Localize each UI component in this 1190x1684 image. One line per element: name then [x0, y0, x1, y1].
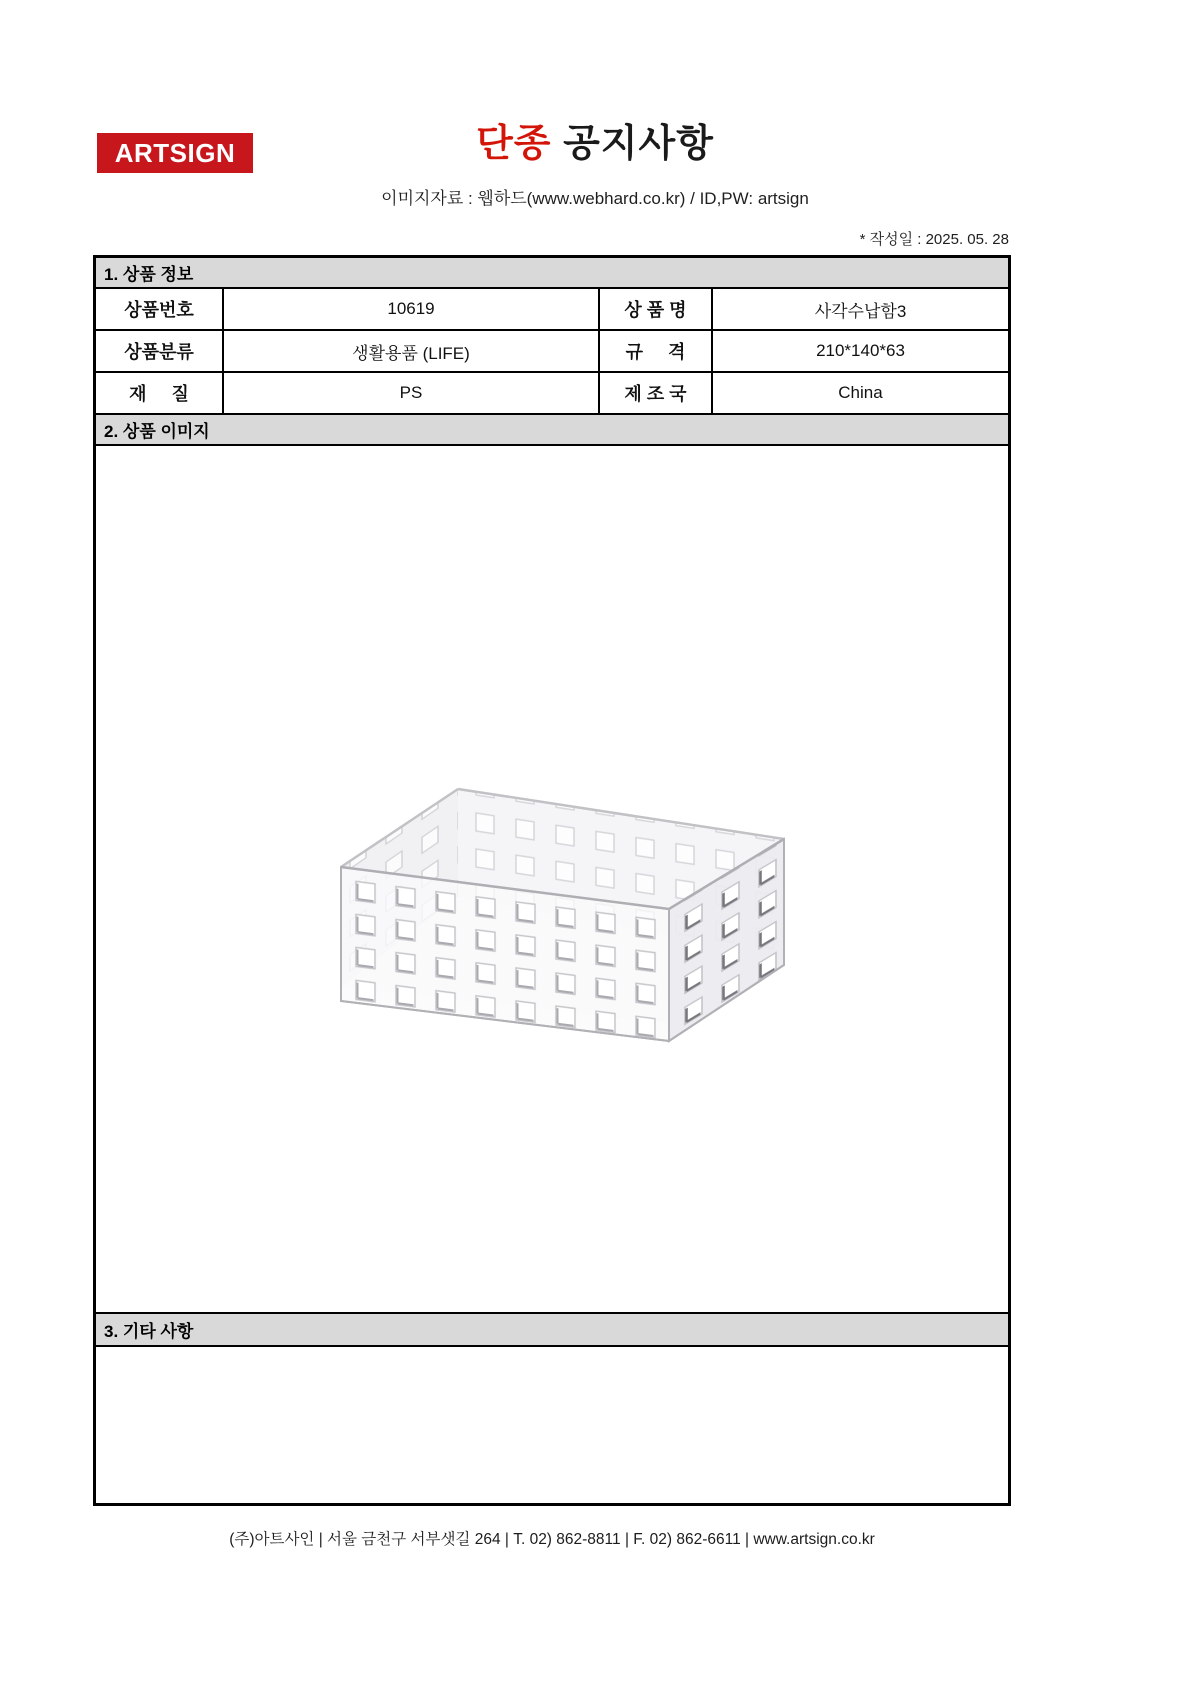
page-title-discontinued: 단종 — [476, 123, 552, 165]
section-title-etc: 3. 기타 사항 — [96, 1312, 1008, 1345]
image-source-note: 이미지자료 : 웹하드(www.webhard.co.kr) / ID,PW: artsign — [381, 189, 809, 208]
spec-value: 210*140*63 — [711, 331, 1008, 371]
product-image — [306, 671, 826, 1061]
product-number-value: 10619 — [222, 289, 598, 329]
company-info-footer: (주)아트사인 | 서울 금천구 서부샛길 264 | T. 02) 862-8811 | F. 02) 862-6611 | www.artsign.co.kr — [229, 1531, 875, 1548]
spec-label: 규 격 — [598, 331, 711, 371]
product-notice-table — [93, 255, 1011, 1506]
country-value: China — [711, 373, 1008, 413]
country-label: 제 조 국 — [598, 373, 711, 413]
table-row — [96, 371, 1008, 413]
page-title — [0, 112, 1190, 167]
page-title-notice: 공지사항 — [551, 123, 714, 165]
table-row — [96, 287, 1008, 329]
section-title-product-image: 2. 상품 이미지 — [96, 413, 1008, 444]
product-name-label: 상 품 명 — [598, 289, 711, 329]
product-image-area — [96, 444, 1008, 1312]
product-category-label: 상품분류 — [124, 342, 194, 362]
material-label: 재 질 — [129, 384, 189, 404]
etc-notes-area — [96, 1345, 1008, 1503]
document-body — [93, 228, 1011, 1549]
product-number-label: 상품번호 — [124, 300, 194, 320]
table-row — [96, 329, 1008, 371]
product-category-value: 생활용품 (LIFE) — [222, 331, 598, 371]
material-value: PS — [222, 373, 598, 413]
created-date: * 작성일 : 2025. 05. 28 — [859, 231, 1009, 248]
artsign-logo: ARTSIGN — [97, 133, 253, 173]
product-name-value: 사각수납함3 — [711, 289, 1008, 329]
section-title-product-info: 1. 상품 정보 — [96, 258, 1008, 287]
